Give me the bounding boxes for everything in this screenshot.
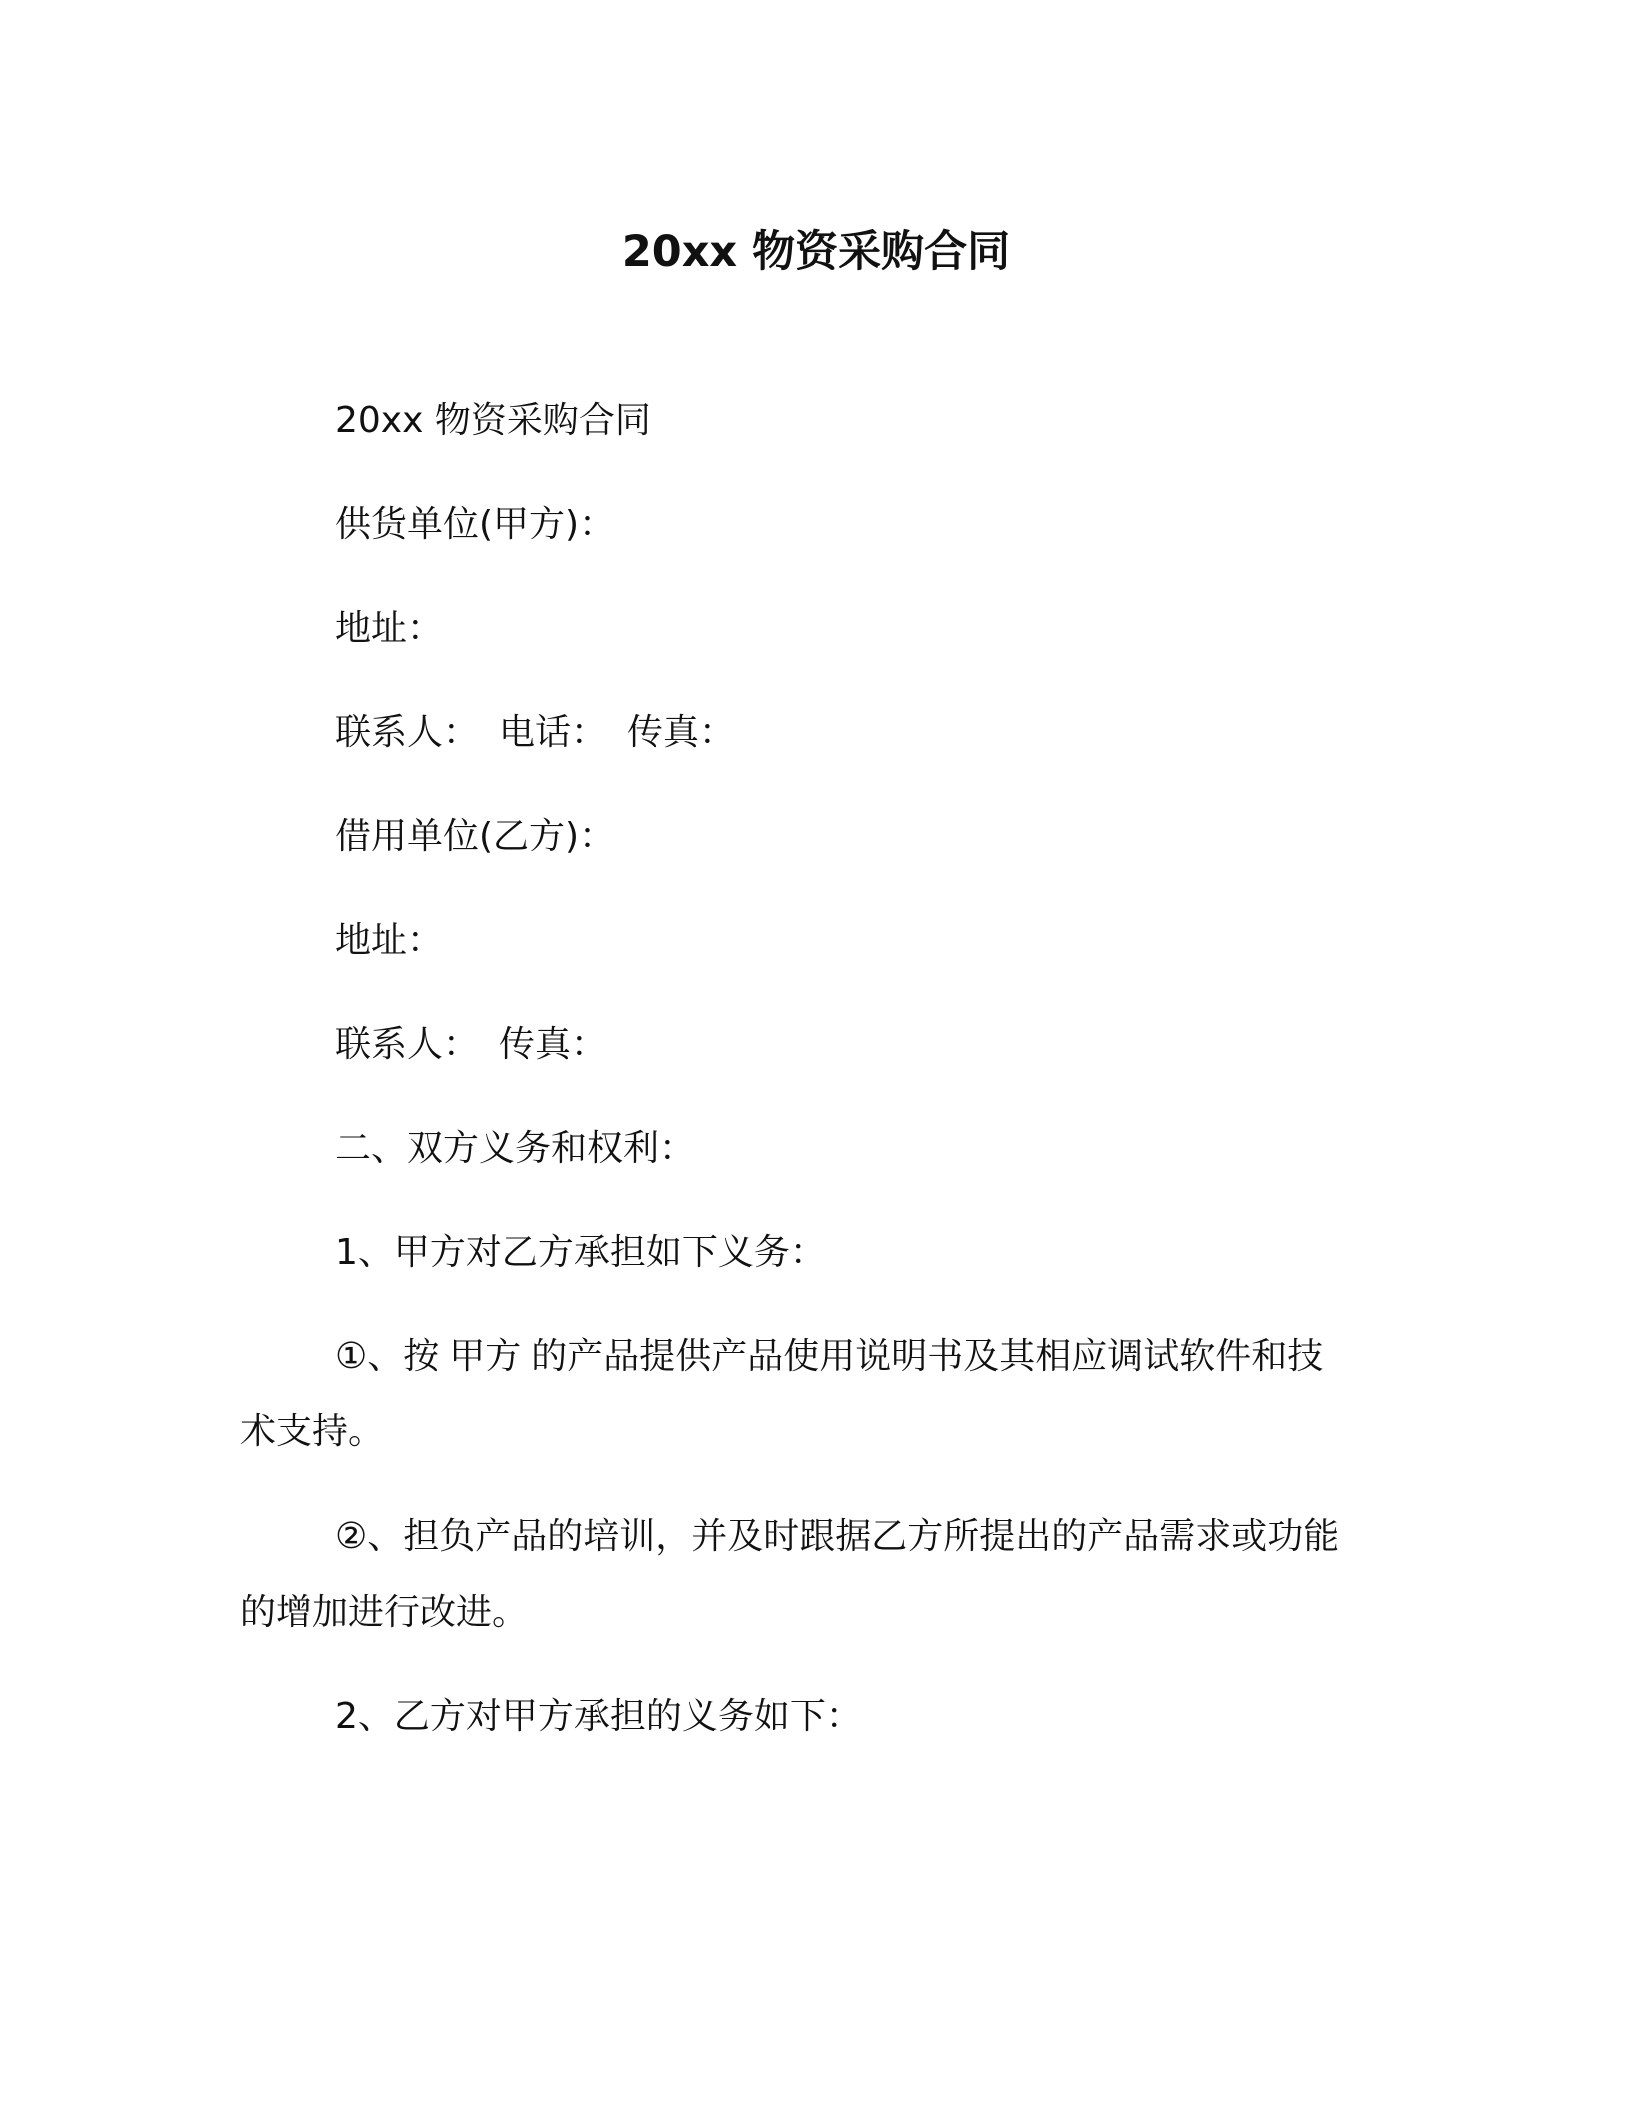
heading-repeat: 20xx 物资采购合同 <box>335 400 651 441</box>
document-title: 20xx 物资采购合同 <box>621 227 1011 277</box>
supplier-address-line: 地址： <box>335 608 444 649</box>
borrower-contact-label: 联系人： <box>335 1024 480 1065</box>
supplier-phone-label: 电话： <box>499 712 608 753</box>
item-1-1-part-a: ①、按 <box>335 1336 440 1377</box>
section-two-heading: 二、双方义务和权利： <box>335 1128 696 1169</box>
item-1-2-continuation: 的增加进行改进。 <box>240 1592 529 1633</box>
item-1-1-continuation: 术支持。 <box>240 1411 385 1452</box>
item-2-heading: 2、乙方对甲方承担的义务如下： <box>335 1696 862 1737</box>
borrower-fax-label: 传真： <box>499 1024 608 1065</box>
borrower-address-line: 地址： <box>335 920 444 961</box>
item-1-2-line: ②、担负产品的培训，并及时跟据乙方所提出的产品需求或功能 <box>335 1516 1340 1557</box>
supplier-contact-line <box>335 709 735 757</box>
supplier-line: 供货单位(甲方)： <box>335 504 616 545</box>
borrower-contact-line <box>335 1021 607 1069</box>
item-1-1-line <box>335 1333 1323 1381</box>
supplier-contact-label: 联系人： <box>335 712 480 753</box>
supplier-fax-label: 传真： <box>627 712 736 753</box>
item-1-1-part-b: 甲方 <box>449 1336 522 1377</box>
borrower-line: 借用单位(乙方)： <box>335 816 616 857</box>
item-1-heading: 1、甲方对乙方承担如下义务： <box>335 1232 826 1273</box>
item-1-1-part-c: 的产品提供产品使用说明书及其相应调试软件和技 <box>531 1336 1324 1377</box>
